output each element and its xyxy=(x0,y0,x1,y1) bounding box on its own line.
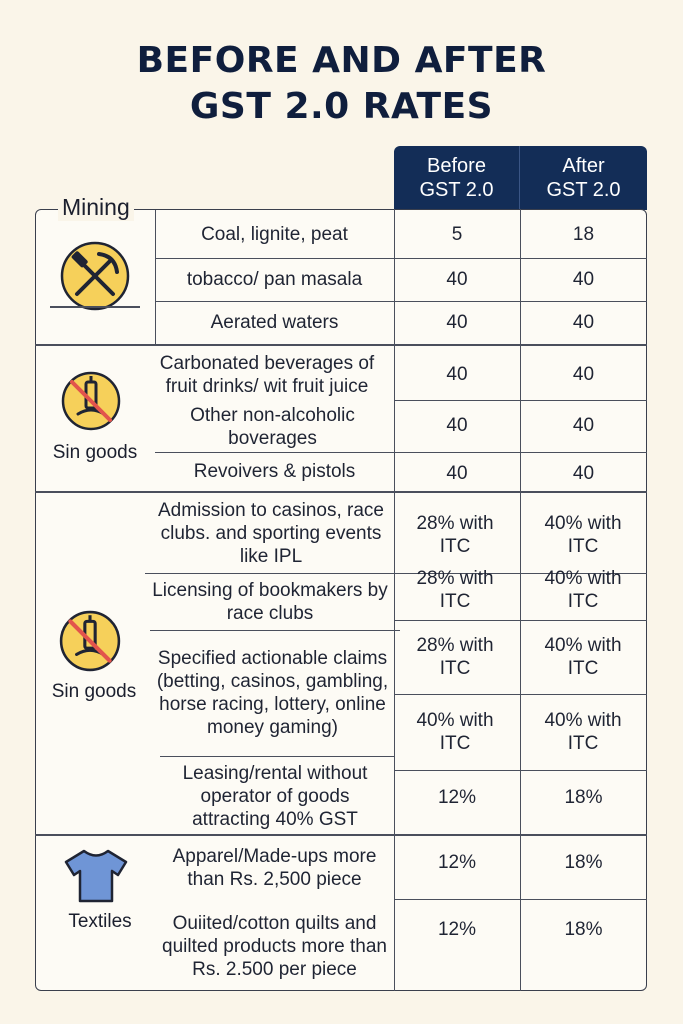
before-rate: 12% xyxy=(437,918,477,940)
after-rate: 18 xyxy=(572,223,595,245)
after-rate: 18% xyxy=(564,918,603,940)
before-rate: 28% with ITC xyxy=(416,513,494,557)
category-label-textiles: Textiles xyxy=(68,911,132,932)
before-rate: 40 xyxy=(446,312,468,333)
item-name: Other non-alcoholic boverages xyxy=(190,405,355,449)
before-rate: 28% with ITC xyxy=(416,635,494,679)
after-rate: 40% with ITC xyxy=(544,513,622,557)
after-rate: 40 xyxy=(572,414,595,436)
before-rate: 40 xyxy=(446,462,468,484)
after-rate: 18% xyxy=(564,786,603,808)
category-label-mining: Mining xyxy=(58,194,134,221)
after-rate: 40% with ITC xyxy=(544,568,622,612)
item-name: Specified actionable claims (betting, casinos, gambling, horse racing, lottery, online money gaming) xyxy=(156,648,389,738)
row-separator xyxy=(150,630,400,631)
before-rate: 12% xyxy=(437,851,477,873)
after-rate: 40% with ITC xyxy=(544,635,622,679)
before-rate: 12% xyxy=(437,786,477,808)
row-separator xyxy=(394,620,647,621)
item-name: Admission to casinos, race clubs. and sporting events like IPL xyxy=(158,499,384,567)
after-rate: 40 xyxy=(572,312,595,333)
column-header-after: After GST 2.0 xyxy=(520,146,647,210)
after-rate: 40 xyxy=(572,269,595,290)
item-name: Ouiited/cotton quilts and quilted products more than Rs. 2.500 per piece xyxy=(162,912,387,980)
icon-underline xyxy=(50,306,140,308)
after-rate: 40 xyxy=(572,363,595,385)
after-rate: 18% xyxy=(564,851,603,873)
item-name: Coal, lignite, peat xyxy=(201,223,348,245)
before-rate: 5 xyxy=(451,223,463,245)
before-rate: 28% with ITC xyxy=(416,568,494,612)
no-syringe-icon xyxy=(60,370,122,432)
before-rate: 40 xyxy=(446,414,468,436)
row-separator xyxy=(394,899,647,900)
item-name: Leasing/rental without operator of goods attracting 40% GST xyxy=(182,762,368,830)
category-label-sin-goods: Sin goods xyxy=(51,681,137,702)
row-separator xyxy=(160,756,395,757)
column-header-before: Before GST 2.0 xyxy=(394,146,520,210)
title-line-1: BEFORE AND AFTER xyxy=(136,40,547,81)
before-rate: 40 xyxy=(446,269,468,290)
item-name: Licensing of bookmakers by race clubs xyxy=(152,580,388,624)
before-rate: 40% with ITC xyxy=(416,710,494,754)
item-name: tobacco/ pan masala xyxy=(186,269,363,290)
item-name: Aerated waters xyxy=(210,312,339,333)
item-name: Apparel/Made-ups more than Rs. 2,500 piece xyxy=(172,846,377,890)
tshirt-icon xyxy=(62,848,130,904)
row-separator xyxy=(394,694,647,695)
no-syringe-icon xyxy=(58,609,122,673)
pickaxe-hammer-icon xyxy=(59,240,131,312)
item-name: Revoivers & pistols xyxy=(193,461,356,482)
after-rate: 40% with ITC xyxy=(544,710,622,754)
after-rate: 40 xyxy=(572,462,595,484)
title-line-2: GST 2.0 RATES xyxy=(189,86,494,127)
before-rate: 40 xyxy=(446,363,468,385)
group-separator xyxy=(35,344,647,346)
category-label-sin-goods: Sin goods xyxy=(52,442,138,463)
item-name: Carbonated beverages of fruit drinks/ wit fruit juice xyxy=(159,353,375,397)
page-title xyxy=(0,38,683,130)
